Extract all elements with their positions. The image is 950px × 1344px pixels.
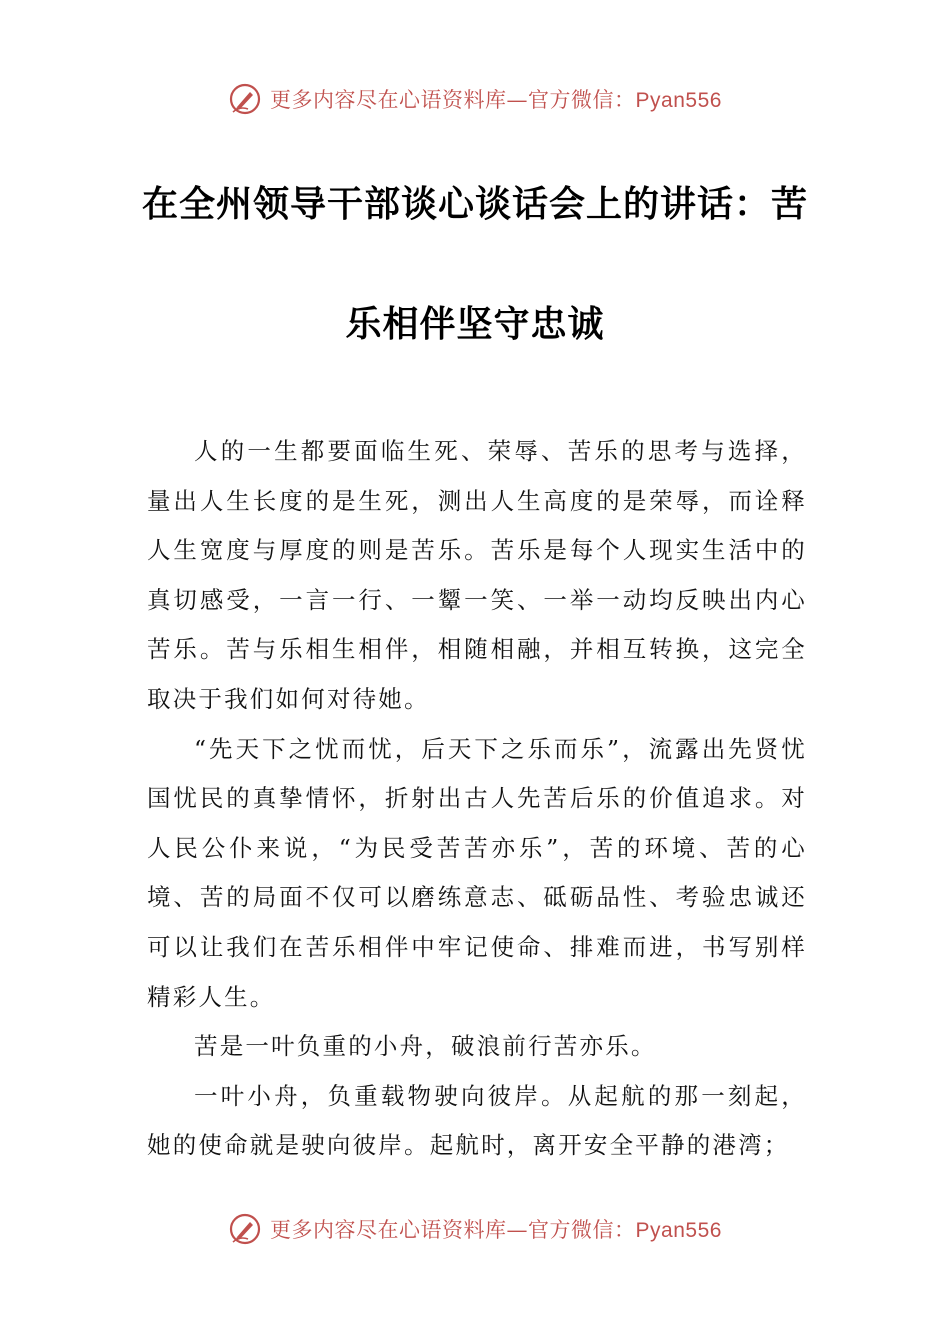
banner-text	[270, 84, 722, 114]
paragraph: 苦是一叶负重的小舟，破浪前行苦亦乐。	[194, 1032, 657, 1061]
paragraph: 人的一生都要面临生死、荣辱、苦乐的思考与选择，量出人生长度的是生死，测出人生高度的是荣辱，而诠释人生宽度与厚度的则是苦乐。苦乐是每个人现实生活中的真切感受，一言一行、一颦一笑、一举一动均反映出内心苦乐。苦与乐相生相伴，相随相融，并相互转换，这完全取决于我们如何对待她。	[147, 437, 807, 713]
paragraph: 一叶小舟，负重载物驶向彼岸。从起航的那一刻起，她的使命就是驶向彼岸。起航时，离开安全平静的港湾；	[147, 1081, 807, 1160]
banner-label: 更多内容尽在心语资料库—官方微信：	[270, 1218, 636, 1242]
document-title-line-2: 乐相伴坚守忠诚	[345, 304, 605, 345]
wechat-id: Pyan556	[635, 1219, 722, 1242]
wechat-id: Pyan556	[635, 89, 722, 112]
pen-logo-icon	[228, 1212, 262, 1246]
document-title-line-1: 在全州领导干部谈心谈话会上的讲话：苦	[141, 184, 808, 225]
header-banner	[0, 82, 950, 116]
pen-logo-icon	[228, 82, 262, 116]
banner-label: 更多内容尽在心语资料库—官方微信：	[270, 88, 636, 112]
footer-banner	[0, 1212, 950, 1246]
document-body	[147, 427, 807, 1171]
banner-text	[270, 1214, 722, 1244]
paragraph: “先天下之忧而忧，后天下之乐而乐”，流露出先贤忧国忧民的真挚情怀，折射出古人先苦后乐的价值追求。对人民公仆来说，“为民受苦苦亦乐”，苦的环境、苦的心境、苦的局面不仅可以磨练意志、砥砺品性、考验忠诚还可以让我们在苦乐相伴中牢记使命、排难而进，书写别样精彩人生。	[147, 734, 807, 1011]
